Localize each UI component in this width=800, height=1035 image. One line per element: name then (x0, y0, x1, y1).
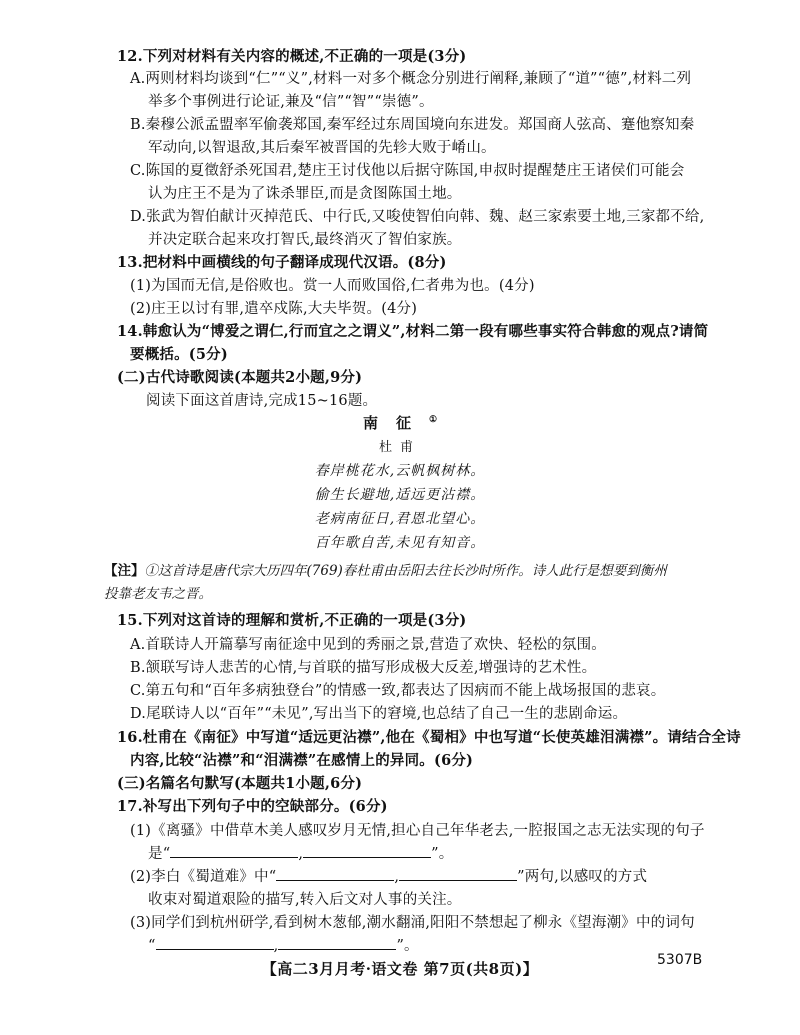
q16-stem-line2: 内容,比较“沾襟”和“泪满襟”在感情上的异同。(6分) (130, 752, 474, 769)
q15-option-c: C.第五句和“百年多病独登台”的情感一致,都表达了因病而不能上战场报国的悲哀。 (130, 683, 666, 699)
q15-option-b: B.颔联写诗人悲苦的心情,与首联的描写形成极大反差,增强诗的艺术性。 (130, 660, 597, 676)
q14-stem-line2: 要概括。(5分) (130, 346, 228, 363)
q17-blank-2[interactable] (303, 843, 431, 858)
q16-stem-line1: 16.杜甫在《南征》中写道“适远更沾襟”,他在《蜀相》中也写道“长使英雄泪满襟”。请结合全诗 (117, 729, 741, 746)
q13-stem: 13.把材料中画横线的句子翻译成现代汉语。(8分) (117, 254, 447, 271)
poem-note-line2: 投靠老友韦之晋。 (104, 586, 212, 602)
q12-option-c-line1: C.陈国的夏徵舒杀死国君,楚庄王讨伐他以后据守陈国,申叔时提醒楚庄王诸侯们可能会 (130, 163, 685, 179)
q14-stem-line1: 14.韩愈认为“博爱之谓仁,行而宜之之谓义”,材料二第一段有哪些事实符合韩愈的观点?请简 (117, 323, 709, 340)
q17-blank-1[interactable] (170, 843, 298, 858)
poem-author: 杜甫 (378, 440, 421, 455)
q12-option-a-line1: A.两则材料均谈到“仁”“义”,材料一对多个概念分别进行阐释,兼顾了“道”“德”,材料二列 (130, 71, 692, 87)
q17-stem: 17.补写出下列句子中的空缺部分。(6分) (117, 798, 388, 815)
q12-option-b-line2: 军动向,以智退敌,其后秦军被晋国的先轸大败于崤山。 (148, 140, 496, 156)
q17-item1-line2: 是“ , ”。 (148, 843, 453, 865)
q17-item3-line2: “ , ”。 (148, 935, 419, 957)
poem-title: 南征① (362, 414, 438, 432)
poem-line-2: 偷生长避地,适远更沾襟。 (314, 487, 486, 503)
q17-item3-line1: (3)同学们到杭州研学,看到树木葱郁,潮水翻涌,阳阳不禁想起了柳永《望海潮》中的词句 (130, 915, 695, 931)
poem-note-line1: 【注】①这首诗是唐代宗大历四年(769)春杜甫由岳阳去往长沙时所作。诗人此行是想要到衡州 (104, 563, 667, 579)
q17-item1-line1: (1)《离骚》中借草木美人感叹岁月无情,担心自己年华老去,一腔报国之志无法实现的句子 (130, 823, 705, 839)
q17-blank-6[interactable] (278, 935, 396, 950)
q12-option-a-line2: 举多个事例进行论证,兼及“信”“智”“崇德”。 (148, 94, 434, 110)
section-2-title: (二)古代诗歌阅读(本题共2小题,9分) (117, 369, 363, 386)
page-footer: 【高二3月月考·语文卷 第7页(共8页)】 (261, 960, 539, 978)
q15-option-a: A.首联诗人开篇摹写南征途中见到的秀丽之景,营造了欢快、轻松的氛围。 (130, 637, 606, 653)
poem-line-1: 春岸桃花水,云帆枫树林。 (314, 463, 486, 479)
note-label: 【注】 (104, 563, 145, 579)
q17-blank-5[interactable] (156, 935, 274, 950)
q15-option-d: D.尾联诗人以“百年”“未见”,写出当下的窘境,也总结了自己一生的悲剧命运。 (130, 706, 628, 722)
q13-sentence-2: (2)庄王以讨有罪,遣卒戍陈,大夫毕贺。(4分) (130, 301, 418, 317)
q12-option-b-line1: B.秦穆公派孟盟率军偷袭郑国,秦军经过东周国境向东进发。郑国商人弦高、蹇他察知秦 (130, 117, 695, 133)
q17-blank-4[interactable] (399, 866, 517, 881)
q12-option-d-line2: 并决定联合起来攻打智氏,最终消灭了智伯家族。 (148, 232, 462, 248)
section-2-intro: 阅读下面这首唐诗,完成15~16题。 (146, 393, 378, 409)
q17-item2-line1: (2)李白《蜀道难》中“ , ”两句,以感叹的方式 (130, 866, 647, 888)
section-3-title: (三)名篇名句默写(本题共1小题,6分) (117, 775, 363, 792)
q12-option-c-line2: 认为庄王不是为了诛杀罪臣,而是贪图陈国土地。 (148, 186, 462, 202)
q15-stem: 15.下列对这首诗的理解和赏析,不正确的一项是(3分) (117, 612, 467, 629)
q12-stem: 12.下列对材料有关内容的概述,不正确的一项是(3分) (117, 48, 467, 65)
poem-line-3: 老病南征日,君恩北望心。 (314, 511, 486, 527)
q17-blank-3[interactable] (276, 866, 394, 881)
q13-sentence-1: (1)为国而无信,是俗败也。赏一人而败国俗,仁者弗为也。(4分) (130, 278, 535, 294)
q17-item2-line2: 收束对蜀道艰险的描写,转入后文对人事的关注。 (148, 892, 462, 908)
exam-code: 5307B (657, 952, 703, 968)
q12-option-d-line1: D.张武为智伯献计灭掉范氏、中行氏,又唆使智伯向韩、魏、赵三家索要土地,三家都不给, (130, 209, 705, 225)
poem-line-4: 百年歌自苦,未见有知音。 (314, 535, 486, 551)
